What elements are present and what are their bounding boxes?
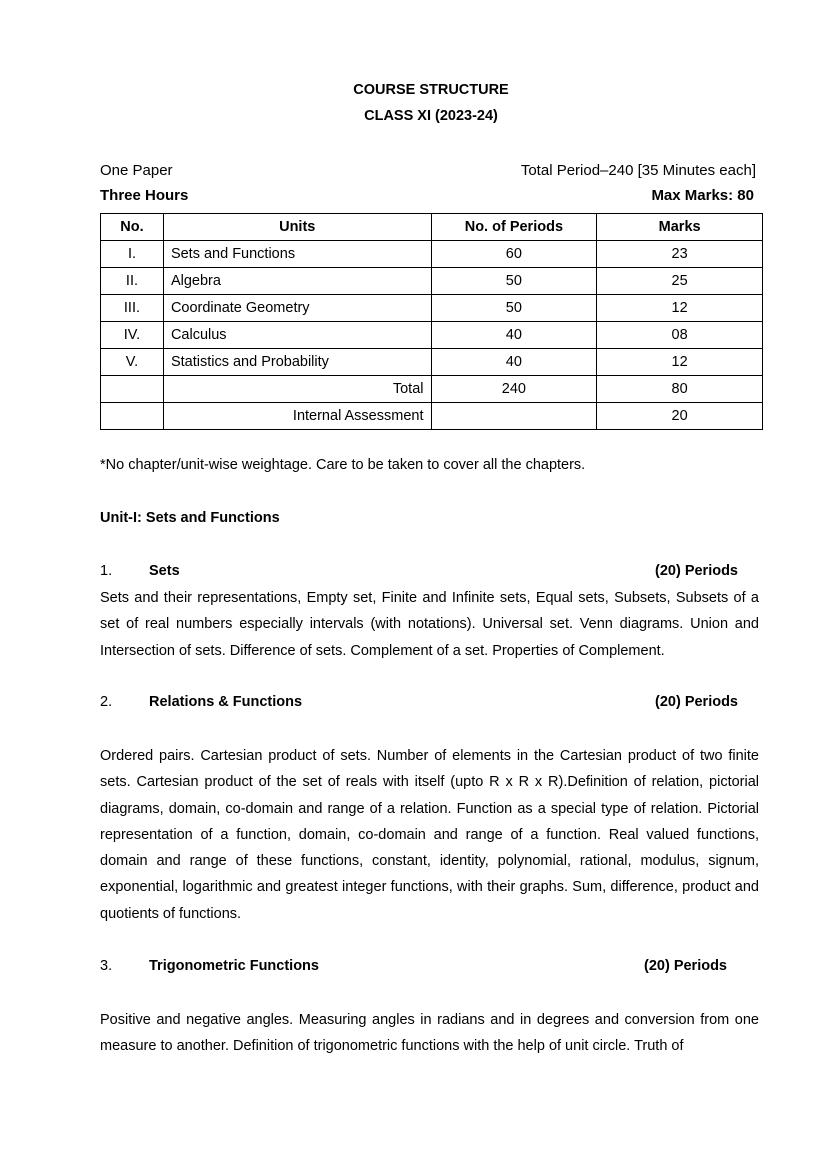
total-label: Total [163,376,431,403]
course-structure-table [100,213,763,430]
row-periods: 50 [431,268,597,295]
paper-label: One Paper [100,162,173,179]
duration-label: Three Hours [100,187,189,204]
table-header-row [101,214,763,241]
section-periods: (20) Periods [655,694,738,710]
table-row [101,295,763,322]
row-no: III. [101,295,164,322]
section-name: Trigonometric Functions [149,958,319,974]
row-marks: 12 [597,295,763,322]
total-marks: 80 [597,376,763,403]
section-text-relations: Ordered pairs. Cartesian product of sets. Number of elements in the Cartesian product of two finite sets. Cartesian product of the set of reals with itself (upto R x R x R).Definition of relation, pictorial diagrams, domain, co-domain and range of a relation. Function as a special type of relation. Pictorial representation of a function, domain, co-domain and range of a function. Real valued functions, domain and range of these functions, constant, identity, polynomial, rational, modulus, signum, exponential, logarithmic and greatest integer functions, with their graphs. Sum, difference, product and quotients of functions. [100,748,759,922]
row-marks: 23 [597,241,763,268]
class-label: CLASS XI (2023-24) [364,108,498,124]
header-units: Units [163,214,431,241]
section-name: Sets [149,563,180,579]
section-periods: (20) Periods [655,563,738,579]
table-row [101,349,763,376]
section-number: 3. [100,958,113,974]
internal-no-cell [101,403,164,430]
total-periods: 240 [431,376,597,403]
row-marks: 12 [597,349,763,376]
total-no-cell [101,376,164,403]
row-no: I. [101,241,164,268]
row-marks: 25 [597,268,763,295]
section-periods: (20) Periods [644,958,727,974]
internal-assessment-row [101,403,763,430]
section-number: 2. [100,694,113,710]
row-unit: Coordinate Geometry [163,295,431,322]
section-name: Relations & Functions [149,694,303,710]
row-periods: 40 [431,349,597,376]
max-marks-label: Max Marks: 80 [651,187,754,204]
page-title: COURSE STRUCTURE [353,82,509,98]
section-text-sets: Sets and their representations, Empty set, Finite and Infinite sets, Equal sets, Subsets, Subsets of a set of real numbers especially intervals (with notations). Universal set. Venn diagrams. Union and Intersection of sets. Difference of sets. Complement of a set. Properties of Complement. [100,590,759,659]
row-unit: Calculus [163,322,431,349]
weightage-note: *No chapter/unit-wise weightage. Care to be taken to cover all the chapters. [100,457,586,473]
section-number: 1. [100,563,113,579]
row-no: V. [101,349,164,376]
row-periods: 60 [431,241,597,268]
total-period-label: Total Period–240 [35 Minutes each] [520,162,756,179]
internal-label: Internal Assessment [163,403,431,430]
row-no: IV. [101,322,164,349]
internal-periods [431,403,597,430]
row-periods: 40 [431,322,597,349]
paper-info-row [100,162,762,179]
total-row [101,376,763,403]
row-periods: 50 [431,295,597,322]
row-unit: Algebra [163,268,431,295]
table-row [101,322,763,349]
header-marks: Marks [597,214,763,241]
row-marks: 08 [597,322,763,349]
duration-row [100,187,762,204]
table-row [101,268,763,295]
unit-heading: Unit-I: Sets and Functions [100,510,280,526]
table-row [101,241,763,268]
row-unit: Statistics and Probability [163,349,431,376]
row-no: II. [101,268,164,295]
header-no: No. [101,214,164,241]
header-periods: No. of Periods [431,214,597,241]
row-unit: Sets and Functions [163,241,431,268]
internal-marks: 20 [597,403,763,430]
section-text-trigonometry: Positive and negative angles. Measuring angles in radians and in degrees and conversion from one measure to another. Definition of trigonometric functions with the help of unit circle. Truth of [100,1012,759,1055]
